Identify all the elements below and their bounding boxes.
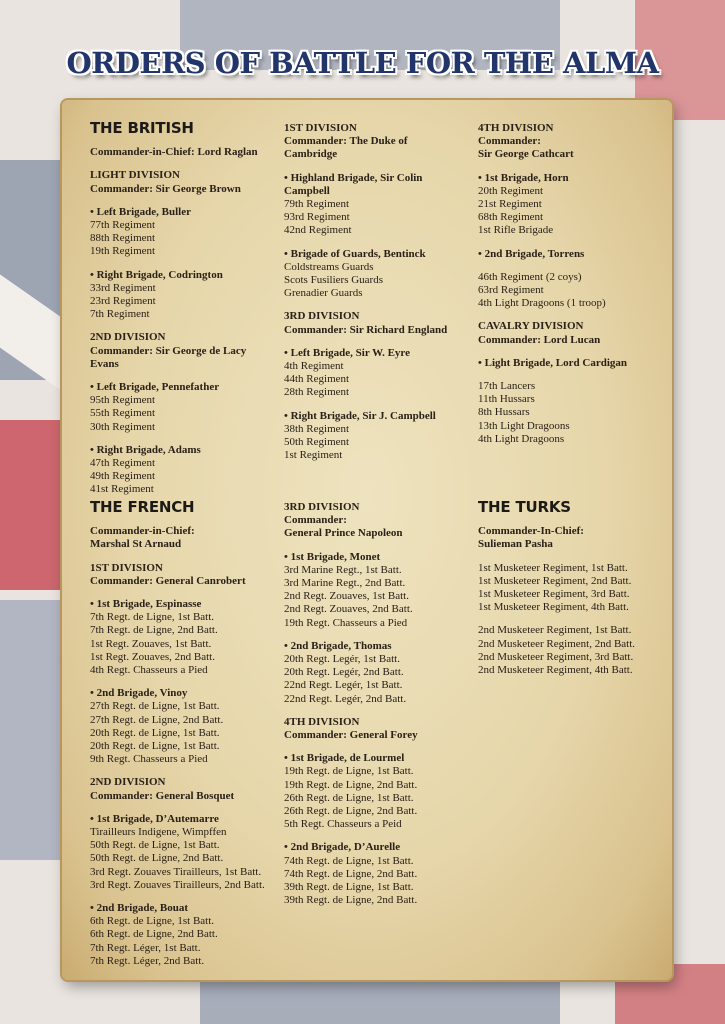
division-heading: [90, 776, 280, 802]
unit-line: 33rd Regiment: [90, 281, 156, 294]
unit-line: 8th Hussars: [478, 406, 530, 419]
turks-column: [478, 498, 668, 687]
heading-line: 4TH DIVISION: [478, 122, 554, 134]
british-column-3: [478, 122, 663, 456]
heading-line: Commander: Lord Lucan: [478, 333, 601, 346]
division-heading: [478, 357, 663, 370]
unit-line: 23rd Regiment: [90, 295, 156, 308]
division-heading: [284, 310, 469, 336]
unit-line: 11th Hussars: [478, 393, 535, 406]
unit-line: Scots Fusiliers Guards: [284, 274, 383, 287]
heading-line: Cambridge: [284, 148, 338, 161]
unit-line: 20th Regiment: [478, 184, 544, 197]
unit-line: 50th Regt. de Ligne, 2nd Batt.: [90, 852, 224, 865]
unit-line: 9th Regt. Chasseurs a Pied: [90, 753, 208, 766]
unit-line: 1st Regiment: [284, 449, 343, 462]
division-heading: [284, 501, 474, 541]
heading-line: Commander:: [478, 135, 541, 148]
unit-line: 4th Light Dragoons: [478, 432, 565, 445]
unit-line: 28th Regiment: [284, 386, 350, 399]
unit-line: 55th Regiment: [90, 407, 156, 420]
division-heading: [284, 122, 469, 162]
british-column-2: [284, 122, 469, 472]
unit-line: 50th Regt. de Ligne, 1st Batt.: [90, 839, 220, 852]
flag-stripe: [200, 979, 560, 1024]
unit-line: 3rd Marine Regt., 2nd Batt.: [284, 577, 406, 590]
division-heading: [478, 320, 663, 346]
brigade-heading: • Right Brigade, Adams: [90, 443, 201, 456]
unit-line: 46th Regiment (2 coys): [478, 270, 582, 283]
brigade-heading: • 2nd Brigade, Vinoy: [90, 687, 188, 700]
unit-line: 2nd Regt. Zouaves, 2nd Batt.: [284, 603, 413, 616]
brigade-heading: Campbell: [284, 184, 330, 197]
brigade-heading: • 2nd Brigade, D’Aurelle: [284, 841, 401, 854]
division-heading: [478, 248, 663, 261]
unit-line: 2nd Musketeer Regiment, 2nd Batt.: [478, 637, 636, 650]
section-title: THE FRENCH: [90, 498, 195, 516]
brigade-block: [284, 248, 469, 301]
heading-line: Commander: General Bosquet: [90, 789, 235, 802]
unit-line: 19th Regt. de Ligne, 1st Batt.: [284, 765, 414, 778]
unit-line: 93rd Regiment: [284, 211, 350, 224]
brigade-block: [90, 813, 280, 892]
unit-line: 4th Light Dragoons (1 troop): [478, 297, 606, 310]
unit-line: 41st Regiment: [90, 483, 154, 496]
british-column-1: [90, 119, 275, 507]
heading-line: 2ND DIVISION: [90, 331, 166, 344]
unit-line: Tirailleurs Indigene, Wimpffen: [90, 826, 227, 839]
heading-line: Commander-In-Chief:: [478, 525, 584, 538]
heading-line: Commander-in-Chief:: [90, 525, 195, 538]
heading-line: • Light Brigade, Lord Cardigan: [478, 356, 628, 369]
brigade-heading: • 1st Brigade, Espinasse: [90, 598, 202, 611]
unit-line: 63rd Regiment: [478, 284, 544, 297]
unit-line: Grenadier Guards: [284, 287, 363, 300]
brigade-heading: • Highland Brigade, Sir Colin: [284, 171, 423, 184]
heading-line: • 2nd Brigade, Torrens: [478, 247, 585, 260]
brigade-heading: • Brigade of Guards, Bentinck: [284, 247, 426, 260]
heading-line: General Prince Napoleon: [284, 527, 403, 540]
heading-line: Commander: Sir George de Lacy: [90, 344, 247, 357]
unit-line: 19th Regt. Chasseurs a Pied: [284, 616, 408, 629]
unit-list: [478, 380, 663, 446]
heading-line: Commander: Sir George Brown: [90, 182, 241, 195]
commander-heading: [90, 146, 275, 159]
unit-line: 26th Regt. de Ligne, 1st Batt.: [284, 791, 414, 804]
unit-line: 21st Regiment: [478, 198, 542, 211]
brigade-block: [284, 347, 469, 400]
commander-heading: [478, 525, 668, 551]
division-heading: [90, 331, 275, 371]
brigade-block: [284, 172, 469, 238]
brigade-heading: • Left Brigade, Sir W. Eyre: [284, 346, 410, 359]
brigade-block: [90, 206, 275, 259]
heading-line: 4TH DIVISION: [284, 715, 360, 728]
brigade-heading: • Left Brigade, Buller: [90, 205, 192, 218]
unit-list: [478, 271, 663, 311]
unit-line: 3rd Regt. Zouaves Tirailleurs, 2nd Batt.: [90, 878, 265, 891]
brigade-heading: • 1st Brigade, Monet: [284, 550, 381, 563]
unit-line: 79th Regiment: [284, 198, 350, 211]
brigade-block: [90, 269, 275, 322]
unit-line: 39th Regt. de Ligne, 1st Batt.: [284, 881, 414, 894]
unit-line: 39th Regt. de Ligne, 2nd Batt.: [284, 894, 418, 907]
heading-line: 1ST DIVISION: [284, 122, 357, 134]
section-title: THE TURKS: [478, 498, 571, 516]
heading-line: Commander: Sir Richard England: [284, 323, 448, 336]
unit-line: 42nd Regiment: [284, 224, 352, 237]
heading-line: Sir George Cathcart: [478, 148, 574, 161]
flag-stripe: [0, 600, 70, 860]
brigade-block: [284, 640, 474, 706]
unit-line: 74th Regt. de Ligne, 1st Batt.: [284, 854, 414, 867]
unit-line: 1st Regt. Zouaves, 2nd Batt.: [90, 650, 215, 663]
unit-line: 1st Regt. Zouaves, 1st Batt.: [90, 637, 212, 650]
brigade-heading: • Right Brigade, Sir J. Campbell: [284, 409, 436, 422]
unit-line: 74th Regt. de Ligne, 2nd Batt.: [284, 867, 418, 880]
heading-line: Commander: General Forey: [284, 729, 418, 742]
unit-line: 1st Musketeer Regiment, 4th Batt.: [478, 601, 629, 614]
unit-line: 4th Regiment: [284, 360, 344, 373]
unit-line: 13th Light Dragoons: [478, 419, 570, 432]
brigade-heading: • 2nd Brigade, Bouat: [90, 902, 188, 915]
unit-line: 49th Regiment: [90, 470, 156, 483]
unit-line: 20th Regt. Legér, 2nd Batt.: [284, 666, 404, 679]
brigade-block: [284, 551, 474, 630]
unit-line: 68th Regiment: [478, 211, 544, 224]
brigade-block: [284, 841, 474, 907]
brigade-heading: • 1st Brigade, de Lourmel: [284, 752, 405, 765]
unit-line: 1st Musketeer Regiment, 1st Batt.: [478, 561, 628, 574]
unit-line: 44th Regiment: [284, 373, 350, 386]
division-heading: [478, 122, 663, 162]
commander-heading: [90, 525, 280, 551]
unit-line: 7th Regiment: [90, 308, 150, 321]
unit-line: 2nd Musketeer Regiment, 3rd Batt.: [478, 650, 634, 663]
unit-line: 26th Regt. de Ligne, 2nd Batt.: [284, 805, 418, 818]
unit-line: 6th Regt. de Ligne, 1st Batt.: [90, 915, 215, 928]
section-title: THE BRITISH: [90, 119, 194, 137]
unit-line: 47th Regiment: [90, 457, 156, 470]
brigade-block: [90, 902, 280, 968]
unit-line: 3rd Regt. Zouaves Tirailleurs, 1st Batt.: [90, 865, 262, 878]
unit-line: 27th Regt. de Ligne, 1st Batt.: [90, 700, 220, 713]
unit-line: 1st Rifle Brigade: [478, 224, 554, 237]
unit-line: 19th Regt. de Ligne, 2nd Batt.: [284, 778, 418, 791]
heading-line: 3RD DIVISION: [284, 310, 360, 323]
brigade-heading: • Right Brigade, Codrington: [90, 268, 223, 281]
unit-line: 19th Regiment: [90, 245, 156, 258]
brigade-block: [284, 752, 474, 831]
brigade-heading: • 1st Brigade, Horn: [478, 171, 569, 184]
heading-line: Commander: The Duke of: [284, 135, 408, 148]
heading-line: 2ND DIVISION: [90, 776, 166, 789]
flag-stripe: [0, 420, 70, 590]
unit-line: 50th Regiment: [284, 436, 350, 449]
unit-line: Coldstreams Guards: [284, 260, 374, 273]
unit-line: 95th Regiment: [90, 394, 156, 407]
unit-line: 20th Regt. Legér, 1st Batt.: [284, 653, 400, 666]
unit-line: 20th Regt. de Ligne, 1st Batt.: [90, 740, 220, 753]
unit-line: 27th Regt. de Ligne, 2nd Batt.: [90, 713, 224, 726]
division-heading: [90, 169, 275, 195]
unit-line: 1st Musketeer Regiment, 3rd Batt.: [478, 588, 630, 601]
heading-line: 1ST DIVISION: [90, 561, 163, 574]
french-column-2: [284, 501, 474, 917]
unit-list: [478, 562, 668, 615]
brigade-heading: • 2nd Brigade, Thomas: [284, 639, 392, 652]
heading-line: LIGHT DIVISION: [90, 169, 180, 182]
unit-line: 88th Regiment: [90, 232, 156, 245]
page-title: ORDERS OF BATTLE FOR THE ALMA: [66, 46, 659, 80]
unit-line: 7th Regt. Léger, 1st Batt.: [90, 941, 201, 954]
heading-line: Evans: [90, 357, 119, 370]
unit-line: 7th Regt. de Ligne, 1st Batt.: [90, 611, 215, 624]
brigade-block: [90, 444, 275, 497]
unit-line: 22nd Regt. Legér, 2nd Batt.: [284, 692, 407, 705]
unit-line: 5th Regt. Chasseurs a Peid: [284, 818, 402, 831]
unit-line: 20th Regt. de Ligne, 1st Batt.: [90, 726, 220, 739]
brigade-block: [90, 687, 280, 766]
brigade-block: [90, 598, 280, 677]
heading-line: Commander: General Canrobert: [90, 574, 246, 587]
unit-line: 2nd Regt. Zouaves, 1st Batt.: [284, 590, 409, 603]
heading-line: CAVALRY DIVISION: [478, 320, 584, 333]
division-heading: [284, 716, 474, 742]
french-column-1: [90, 498, 280, 978]
unit-line: 7th Regt. Léger, 2nd Batt.: [90, 954, 205, 967]
heading-line: Marshal St Arnaud: [90, 538, 182, 551]
unit-line: 17th Lancers: [478, 380, 536, 393]
unit-line: 2nd Musketeer Regiment, 1st Batt.: [478, 624, 632, 637]
unit-line: 3rd Marine Regt., 1st Batt.: [284, 563, 402, 576]
unit-line: 30th Regiment: [90, 420, 156, 433]
heading-line: 3RD DIVISION: [284, 501, 360, 513]
heading-line: Commander:: [284, 514, 347, 527]
brigade-heading: • 1st Brigade, D’Autemarre: [90, 812, 219, 825]
heading-line: Commander-in-Chief: Lord Raglan: [90, 146, 258, 159]
unit-line: 4th Regt. Chasseurs a Pied: [90, 664, 208, 677]
unit-line: 2nd Musketeer Regiment, 4th Batt.: [478, 664, 633, 677]
unit-line: 7th Regt. de Ligne, 2nd Batt.: [90, 624, 218, 637]
unit-list: [478, 624, 668, 677]
unit-line: 22nd Regt. Legér, 1st Batt.: [284, 679, 403, 692]
division-heading: [90, 562, 280, 588]
unit-line: 77th Regiment: [90, 219, 156, 232]
brigade-block: [90, 381, 275, 434]
brigade-block: [478, 172, 663, 238]
brigade-block: [284, 410, 469, 463]
unit-line: 6th Regt. de Ligne, 2nd Batt.: [90, 928, 218, 941]
brigade-heading: • Left Brigade, Pennefather: [90, 381, 220, 394]
unit-line: 38th Regiment: [284, 422, 350, 435]
heading-line: Sulieman Pasha: [478, 538, 553, 551]
unit-line: 1st Musketeer Regiment, 2nd Batt.: [478, 574, 632, 587]
